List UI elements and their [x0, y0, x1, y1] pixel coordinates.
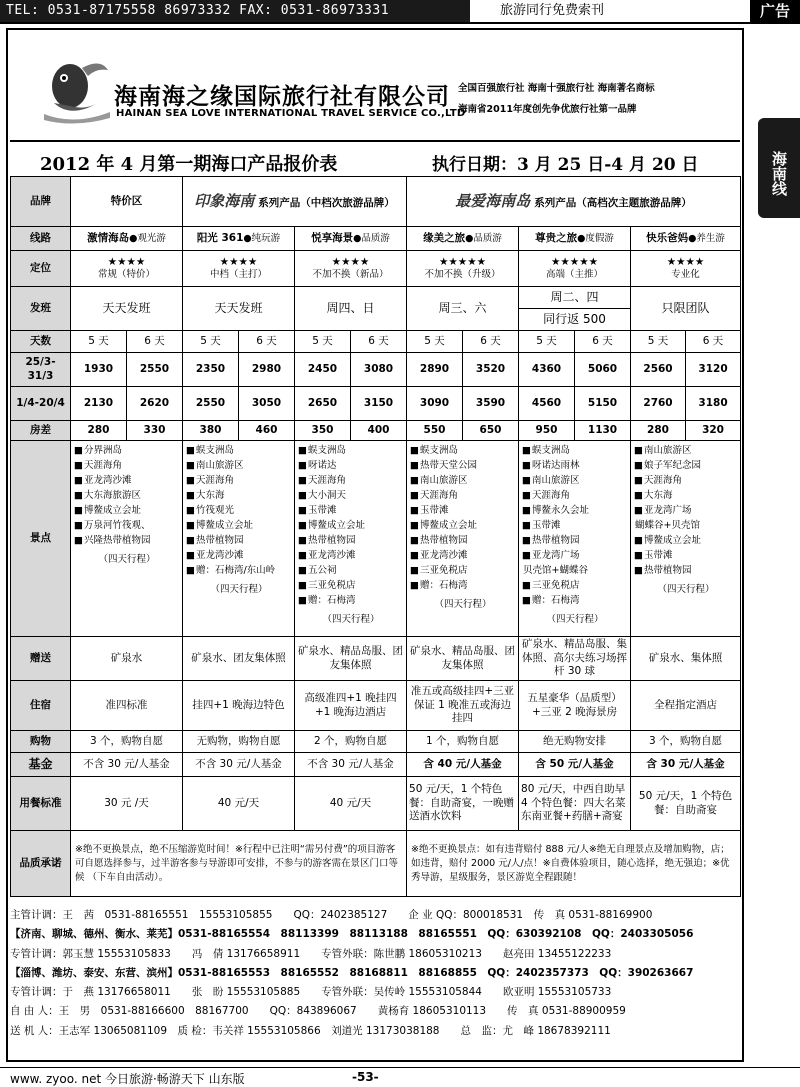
room-diff-cell: 400	[351, 421, 407, 441]
room-diff-cell: 330	[127, 421, 183, 441]
contact-line: 【济南、聊城、德州、衡水、莱芜】0531-88165554 88113399 88113188 88165551 QQ：630392108 QQ：2403305056	[10, 928, 694, 941]
room-diff-cell: 280	[631, 421, 686, 441]
four-day-note: （四天行程）	[657, 584, 715, 595]
title-bar	[10, 140, 740, 174]
departure-cell	[519, 287, 631, 331]
sight-item: ■ 蜈支洲岛	[186, 443, 291, 458]
sight-item: ■ 蜈支洲岛	[410, 443, 515, 458]
contact-line: 专管计调：于 燕 13176658011 张 盼 15553105885 专管外联：吴传岭 15553105844 欧亚明 15553105733	[10, 986, 612, 999]
shopping-cell: 3 个，购物自愿	[631, 731, 741, 753]
days-cell: 5 天	[71, 331, 127, 353]
brand-row	[11, 177, 741, 227]
sight-item: ■ 呀诺达	[298, 458, 403, 473]
row-label: 品质承诺	[11, 831, 71, 897]
price-cell: 3180	[686, 387, 741, 421]
fund-cell: 含 40 元/人基金	[407, 753, 519, 777]
price-table	[10, 176, 741, 897]
contact-line: 主管计调：王 茜 0531-88165551 15553105855 QQ：2402385127 企 业 QQ：800018531 传 真 0531-88169900	[10, 909, 653, 921]
star-rating: ★★★★	[666, 255, 705, 268]
departure-days: 周二、四	[519, 287, 630, 309]
room-diff-cell: 550	[407, 421, 463, 441]
departure-cell: 只限团队	[631, 287, 741, 331]
row-label: 基金	[11, 753, 71, 777]
period2-row	[11, 387, 741, 421]
price-cell: 4560	[519, 387, 575, 421]
room-diff-cell: 1130	[575, 421, 631, 441]
sights-cell	[71, 441, 183, 637]
sight-item: ■ 玉带滩	[634, 548, 737, 563]
route-tag: ●养生游	[688, 232, 725, 244]
route-side-tab: 海南线	[758, 118, 800, 218]
sight-item: ■ 竹筏观光	[186, 503, 291, 518]
series2-logo: 最爱海南岛	[455, 191, 531, 210]
days-cell: 6 天	[463, 331, 519, 353]
price-cell: 4360	[519, 353, 575, 387]
fund-cell: 含 30 元/人基金	[631, 753, 741, 777]
execution-date: 执行日期：3 月 25 日-4 月 20 日	[432, 155, 699, 175]
price-cell: 3080	[351, 353, 407, 387]
room-diff-cell: 350	[295, 421, 351, 441]
sight-item: ■ 分界洲岛	[74, 443, 179, 458]
sights-cell	[631, 441, 741, 637]
meal-cell: 40 元/天	[183, 777, 295, 831]
price-cell: 2890	[407, 353, 463, 387]
sight-item: ■ 赠：石梅湾	[410, 578, 515, 593]
special-zone: 特价区	[71, 177, 183, 227]
gift-cell: 矿泉水、精品岛服、集体照、高尔夫练习场挥杆 30 球	[519, 637, 631, 681]
fund-cell: 含 50 元/人基金	[519, 753, 631, 777]
sight-item: ■ 亚龙湾沙滩	[186, 548, 291, 563]
room-diff-cell: 280	[71, 421, 127, 441]
row-label: 景点	[11, 441, 71, 637]
hotel-cell: 挂四+1 晚海边特色	[183, 681, 295, 731]
promise-row	[11, 831, 741, 897]
top-contact: TEL: 0531-87175558 86973332 FAX: 0531-86973331	[0, 0, 470, 22]
footer-site: www. zyoo. net 今日旅游·畅游天下 山东版	[10, 1072, 245, 1086]
route-cell	[407, 227, 519, 251]
sight-item: ■ 博鳌成立会址	[410, 518, 515, 533]
price-cell: 1930	[71, 353, 127, 387]
gift-cell: 矿泉水、团友集体照	[183, 637, 295, 681]
sight-item: ■ 玉带滩	[298, 503, 403, 518]
price-cell: 3120	[686, 353, 741, 387]
series1-label: 系列产品（中档次旅游品牌）	[258, 196, 395, 209]
shopping-row	[11, 731, 741, 753]
sight-item: ■ 博鳌成立会址	[186, 518, 291, 533]
sight-item: ■ 娘子军纪念园	[634, 458, 737, 473]
price-cell: 2980	[239, 353, 295, 387]
price-cell: 3150	[351, 387, 407, 421]
sight-item: ■ 三亚免税店	[522, 578, 627, 593]
price-cell: 3050	[239, 387, 295, 421]
four-day-note: （四天行程）	[98, 554, 156, 565]
price-cell: 5150	[575, 387, 631, 421]
sights-cell	[519, 441, 631, 637]
sight-item: ■ 南山旅游区	[186, 458, 291, 473]
contact-line: 自 由 人：王 男 0531-88166600 88167700 QQ：843896067 黄杨育 18605310113 传 真 0531-88900959	[10, 1005, 626, 1018]
sight-item: ■ 天涯海角	[410, 488, 515, 503]
room-diff-row	[11, 421, 741, 441]
promise-left: ※绝不更换景点，绝不压缩游览时间！※行程中已注明“需另付费”的项目游客可自愿选择参与，过半游客参与导游即可安排，不参与的游客需在景区门口等候 （下车自由活动）。	[71, 831, 407, 897]
sight-item: ■ 热带植物园	[410, 533, 515, 548]
gift-cell: 矿泉水	[71, 637, 183, 681]
route-cell	[71, 227, 183, 251]
fund-row	[11, 753, 741, 777]
route-row	[11, 227, 741, 251]
position-text: 高端（主推）	[546, 269, 604, 281]
series2-label: 系列产品（高档次主题旅游品牌）	[534, 196, 692, 209]
gift-cell: 矿泉水、集体照	[631, 637, 741, 681]
sight-item: ■ 赠：石梅湾/东山岭	[186, 563, 291, 578]
row-label: 天数	[11, 331, 71, 353]
meal-cell: 30 元 /天	[71, 777, 183, 831]
row-label: 品牌	[11, 177, 71, 227]
row-label: 购物	[11, 731, 71, 753]
price-cell: 2130	[71, 387, 127, 421]
page-number: -53-	[352, 1070, 379, 1084]
sight-item: ■ 热带植物园	[634, 563, 737, 578]
days-cell: 6 天	[351, 331, 407, 353]
days-cell: 6 天	[575, 331, 631, 353]
sight-item: ■ 亚龙湾沙滩	[410, 548, 515, 563]
sight-item: ■ 亚龙湾广场	[634, 503, 737, 518]
price-cell: 2620	[127, 387, 183, 421]
sight-item: ■ 玉带滩	[522, 518, 627, 533]
sight-item: ■ 呀诺达雨林	[522, 458, 627, 473]
position-text: 常规（特价）	[97, 269, 155, 281]
sight-item: ■ 大东海	[634, 488, 737, 503]
shopping-cell: 1 个，购物自愿	[407, 731, 519, 753]
row-label: 发班	[11, 287, 71, 331]
shopping-cell: 绝无购物安排	[519, 731, 631, 753]
sight-item: ■ 热带天堂公园	[410, 458, 515, 473]
days-cell: 6 天	[686, 331, 741, 353]
ad-label: 广告	[750, 0, 800, 22]
sight-item: ■ 天涯海角	[186, 473, 291, 488]
contact-line: 专管计调：郭玉慧 15553105833 冯 倩 13176658911 专管外联：陈世鹏 18605310213 赵亮田 13455122233	[10, 947, 612, 960]
position-cell	[295, 251, 407, 287]
star-rating: ★★★★★	[550, 255, 599, 268]
fund-cell: 不含 30 元/人基金	[295, 753, 407, 777]
price-cell: 5060	[575, 353, 631, 387]
route-name: 尊贵之旅	[535, 231, 578, 244]
star-rating: ★★★★	[219, 255, 258, 268]
hotel-row	[11, 681, 741, 731]
star-rating: ★★★★	[331, 255, 370, 268]
sight-item: ■ 万泉河竹筏观、	[74, 518, 179, 533]
sight-item: 贝壳馆+蝴蝶谷	[523, 565, 588, 576]
sight-item: ■ 天涯海角	[74, 458, 179, 473]
sight-item: ■ 博鳌永久会址	[522, 503, 627, 518]
row-label: 线路	[11, 227, 71, 251]
room-diff-cell: 460	[239, 421, 295, 441]
room-diff-cell: 950	[519, 421, 575, 441]
sight-item: ■ 兴隆热带植物园	[74, 533, 179, 548]
sight-item: ■ 博鳌成立会址	[74, 503, 179, 518]
meal-row	[11, 777, 741, 831]
promise-right: ※绝不更换景点：如有违背赔付 888 元/人※绝无自理景点及增加购物，店；如违背，赔付 2000 元/人/点！※自费体验项目，随心选择，绝无强迫；※优秀导游，星级服务，景区游览全程跟随！	[407, 831, 741, 897]
position-cell	[183, 251, 295, 287]
route-cell	[295, 227, 407, 251]
period1-row	[11, 353, 741, 387]
route-tag: ●品质游	[353, 232, 390, 244]
gift-cell: 矿泉水、精品岛服、团友集体照	[407, 637, 519, 681]
row-label: 房差	[11, 421, 71, 441]
hotel-cell: 准五或高级挂四+三亚保证 1 晚准五或海边挂四	[407, 681, 519, 731]
route-name: 阳光 361	[196, 231, 244, 244]
gift-cell: 矿泉水、精品岛服、团友集体照	[295, 637, 407, 681]
route-tag: ●品质游	[465, 232, 502, 244]
meal-cell: 40 元/天	[295, 777, 407, 831]
sight-item: ■ 亚龙湾沙滩	[74, 473, 179, 488]
contact-block	[10, 906, 740, 1041]
position-text: 专业化	[671, 269, 700, 281]
position-cell	[519, 251, 631, 287]
shopping-cell: 3 个，购物自愿	[71, 731, 183, 753]
contact-line: 送 机 人：王志军 13065081109 质 检：韦关祥 15553105866 刘道光 13173038188 总 监：尤 峰 18678392111	[10, 1024, 611, 1037]
four-day-note: （四天行程）	[322, 614, 380, 625]
sight-item: ■ 博鳌成立会址	[298, 518, 403, 533]
room-diff-cell: 650	[463, 421, 519, 441]
sight-item: ■ 热带植物园	[298, 533, 403, 548]
price-cell: 2350	[183, 353, 239, 387]
honor-line-2: 海南省2011年度创先争优旅行社第一品牌	[458, 104, 637, 115]
route-cell	[631, 227, 741, 251]
route-cell	[183, 227, 295, 251]
row-label: 赠送	[11, 637, 71, 681]
sight-item: ■ 三亚免税店	[410, 563, 515, 578]
sight-item: ■ 玉带滩	[410, 503, 515, 518]
position-cell	[407, 251, 519, 287]
honor-line-1: 全国百强旅行社 海南十强旅行社 海南著名商标	[458, 83, 655, 94]
price-cell: 2560	[631, 353, 686, 387]
sights-cell	[407, 441, 519, 637]
row-label: 1/4-20/4	[11, 387, 71, 421]
departure-cell: 周三、六	[407, 287, 519, 331]
hotel-cell: 高级准四+1 晚挂四+1 晚海边酒店	[295, 681, 407, 731]
series1-logo: 印象海南	[194, 191, 255, 210]
route-tag: ●度假游	[577, 232, 614, 244]
days-cell: 5 天	[519, 331, 575, 353]
sight-item: ■ 亚龙湾广场	[522, 548, 627, 563]
days-cell: 6 天	[127, 331, 183, 353]
sight-item: ■ 亚龙湾沙滩	[298, 548, 403, 563]
sights-row	[11, 441, 741, 637]
star-rating: ★★★★★	[438, 255, 487, 268]
departure-cell: 天天发班	[183, 287, 295, 331]
sight-item: ■ 南山旅游区	[410, 473, 515, 488]
company-honors	[458, 78, 738, 120]
price-cell: 2760	[631, 387, 686, 421]
price-cell: 3590	[463, 387, 519, 421]
days-row	[11, 331, 741, 353]
sight-item: ■ 南山旅游区	[634, 443, 737, 458]
departure-cell: 周四、日	[295, 287, 407, 331]
meal-cell: 80 元/天，中西自助早 4 个特色餐：四大名菜东南亚餐+药膳+斋宴	[519, 777, 631, 831]
dolphin-logo-icon	[34, 48, 114, 128]
sight-item: ■ 天涯海角	[298, 473, 403, 488]
free-catalog-label: 旅游同行免费索刊	[500, 3, 605, 18]
shopping-cell: 无购物，购物自愿	[183, 731, 295, 753]
route-name: 激情海岛	[87, 231, 130, 244]
days-cell: 6 天	[239, 331, 295, 353]
sight-item: ■ 天涯海角	[522, 488, 627, 503]
days-cell: 5 天	[183, 331, 239, 353]
sight-item: ■ 赠：石梅湾	[522, 593, 627, 608]
route-tag: ●纯玩游	[243, 232, 281, 244]
gift-row	[11, 637, 741, 681]
price-cell: 3090	[407, 387, 463, 421]
price-table-title: 2012 年 4 月第一期海口产品报价表	[40, 154, 338, 175]
sight-item: ■ 蜈支洲岛	[298, 443, 403, 458]
sights-cell	[183, 441, 295, 637]
room-diff-cell: 380	[183, 421, 239, 441]
sight-item: ■ 大东海	[186, 488, 291, 503]
shopping-cell: 2 个，购物自愿	[295, 731, 407, 753]
meal-cell: 50 元/天，1 个特色餐：自助斋宴，一晚赠送酒水饮料	[407, 777, 519, 831]
departure-cell: 天天发班	[71, 287, 183, 331]
sight-item: ■ 热带植物园	[522, 533, 627, 548]
hotel-cell: 准四标准	[71, 681, 183, 731]
sight-item: ■ 南山旅游区	[522, 473, 627, 488]
page-footer	[0, 1067, 800, 1087]
price-cell: 2550	[183, 387, 239, 421]
route-cell	[519, 227, 631, 251]
sight-item: ■ 博鳌成立会址	[634, 533, 737, 548]
sight-item: ■ 大东海旅游区	[74, 488, 179, 503]
fund-cell: 不含 30 元/人基金	[71, 753, 183, 777]
sight-item: ■ 蜈支洲岛	[522, 443, 627, 458]
company-name-cn: 海南海之缘国际旅行社有限公司	[114, 83, 450, 110]
hotel-cell: 全程指定酒店	[631, 681, 741, 731]
days-cell: 5 天	[631, 331, 686, 353]
position-text: 不加不换（升级）	[424, 269, 501, 281]
departure-note: 同行返 500	[543, 312, 606, 326]
price-cell: 2450	[295, 353, 351, 387]
meal-cell: 50 元/天，1 个特色餐：自助斋宴	[631, 777, 741, 831]
sight-item: ■ 五公祠	[298, 563, 403, 578]
sight-item: 蝴蝶谷+贝壳馆	[635, 520, 700, 531]
company-name-en: HAINAN SEA LOVE INTERNATIONAL TRAVEL SERVICE CO.,LTD	[116, 108, 466, 119]
price-cell: 2550	[127, 353, 183, 387]
sight-item: ■ 大小洞天	[298, 488, 403, 503]
hotel-cell: 五星豪华（品质型）+三亚 2 晚海景房	[519, 681, 631, 731]
position-text: 不加不换（新品）	[312, 269, 389, 281]
four-day-note: （四天行程）	[210, 584, 268, 595]
position-row	[11, 251, 741, 287]
four-day-note: （四天行程）	[434, 599, 492, 610]
position-text: 中档（主打）	[209, 269, 267, 281]
price-cell: 2650	[295, 387, 351, 421]
route-name: 悦享海景	[311, 231, 354, 244]
row-label: 住宿	[11, 681, 71, 731]
four-day-note: （四天行程）	[546, 614, 604, 625]
room-diff-cell: 320	[686, 421, 741, 441]
position-cell	[631, 251, 741, 287]
company-header	[14, 40, 734, 132]
position-cell	[71, 251, 183, 287]
sight-item: ■ 天涯海角	[634, 473, 737, 488]
days-cell: 5 天	[407, 331, 463, 353]
sights-cell	[295, 441, 407, 637]
top-bar	[0, 0, 800, 24]
sight-item: ■ 赠：石梅湾	[298, 593, 403, 608]
sight-item: ■ 热带植物园	[186, 533, 291, 548]
contact-line: 【淄博、潍坊、泰安、东营、滨州】0531-88165553 88165552 88168811 88168855 QQ：2402357373 QQ：390263667	[10, 966, 694, 979]
sight-item: ■ 三亚免税店	[298, 578, 403, 593]
row-label: 25/3-31/3	[11, 353, 71, 387]
row-label: 定位	[11, 251, 71, 287]
departure-row	[11, 287, 741, 331]
row-label: 用餐标准	[11, 777, 71, 831]
price-cell: 3520	[463, 353, 519, 387]
series2-brand	[407, 177, 741, 227]
fund-cell: 不含 30 元/人基金	[183, 753, 295, 777]
series1-brand	[183, 177, 407, 227]
days-cell: 5 天	[295, 331, 351, 353]
star-rating: ★★★★	[107, 255, 146, 268]
route-tag: ●观光游	[129, 232, 166, 244]
route-name: 缘美之旅	[423, 231, 466, 244]
route-name: 快乐爸妈	[646, 231, 689, 244]
